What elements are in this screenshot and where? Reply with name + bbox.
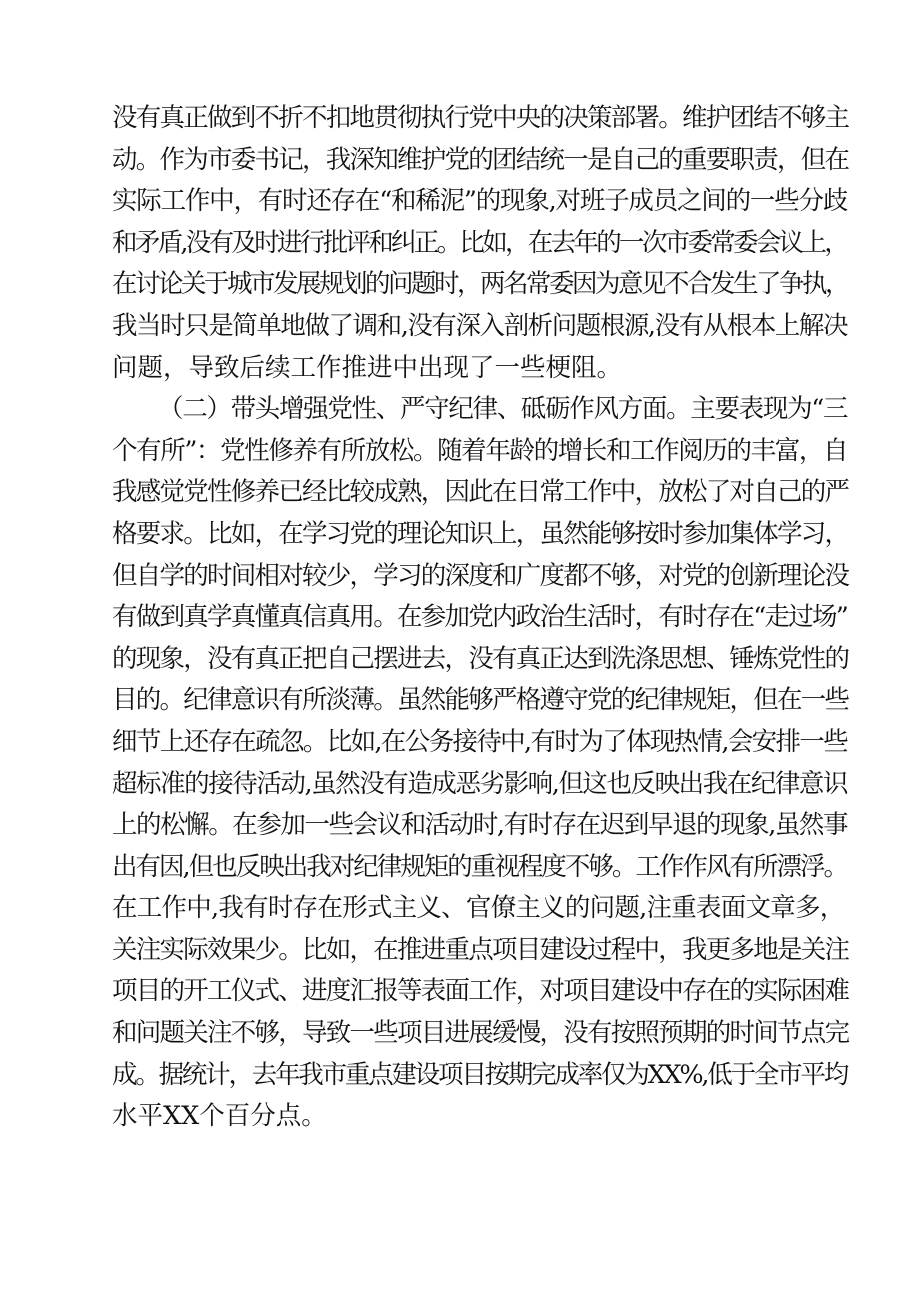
text-line: 有做到真学真懂真信真用。在参加党内政治生活时，有时存在“走过场” bbox=[112, 602, 848, 633]
text-line: 和问题关注不够，导致一些项目进展缓慢，没有按照预期的时间节点完 bbox=[112, 1018, 849, 1049]
text-line: 格要求。比如，在学习党的理论知识上，虽然能够按时参加集体学习， bbox=[112, 518, 849, 549]
text-line: 出有因,但也反映出我对纪律规矩的重视程度不够。工作作风有所漂浮。 bbox=[112, 851, 847, 882]
text-line: 细节上还存在疏忽。比如,在公务接待中,有时为了体现热情,会安排一些 bbox=[112, 726, 847, 757]
text-line: 关注实际效果少。比如，在推进重点项目建设过程中，我更多地是关注 bbox=[112, 934, 849, 965]
text-line: 超标准的接待活动,虽然没有造成恶劣影响,但这也反映出我在纪律意识 bbox=[112, 768, 847, 799]
text-line: 实际工作中，有时还存在“和稀泥”的现象,对班子成员之间的一些分歧 bbox=[112, 186, 847, 217]
text-line: 个有所”：党性修养有所放松。随着年龄的增长和工作阅历的丰富，自 bbox=[112, 435, 847, 466]
text-line: 我当时只是简单地做了调和,没有深入剖析问题根源,没有从根本上解决 bbox=[112, 310, 847, 341]
text-line: 的现象，没有真正把自己摆进去，没有真正达到洗涤思想、锤炼党性的 bbox=[112, 643, 849, 674]
text-line: 在讨论关于城市发展规划的问题时，两名常委因为意见不合发生了争执， bbox=[112, 269, 849, 300]
text-line: 成。据统计，去年我市重点建设项目按期完成率仅为XX%,低于全市平均 bbox=[112, 1059, 847, 1090]
text-line: 问题，导致后续工作推进中出现了一些梗阻。 bbox=[112, 352, 623, 383]
text-line: 在工作中,我有时存在形式主义、官僚主义的问题,注重表面文章多， bbox=[112, 893, 845, 924]
body-text bbox=[112, 98, 847, 1138]
text-line: 上的松懈。在参加一些会议和活动时,有时存在迟到早退的现象,虽然事 bbox=[112, 810, 847, 841]
text-line: 我感觉党性修养已经比较成熟，因此在日常工作中，放松了对自己的严 bbox=[112, 477, 849, 508]
text-line: 和矛盾,没有及时进行批评和纠正。比如，在去年的一次市委常委会议上， bbox=[112, 227, 847, 258]
text-line: 目的。纪律意识有所淡薄。虽然能够严格遵守党的纪律规矩，但在一些 bbox=[112, 685, 849, 716]
text-line: 没有真正做到不折不扣地贯彻执行党中央的决策部署。维护团结不够主 bbox=[112, 103, 849, 133]
text-line: 动。作为市委书记，我深知维护党的团结统一是自己的重要职责，但在 bbox=[112, 144, 849, 175]
section-heading-line: （二）带头增强党性、严守纪律、砥砺作风方面。主要表现为“三 bbox=[158, 394, 847, 425]
text-line: 项目的开工仪式、进度汇报等表面工作，对项目建设中存在的实际困难 bbox=[112, 976, 849, 1007]
text-line: 水平XX个百分点。 bbox=[112, 1101, 327, 1132]
text-line: 但自学的时间相对较少，学习的深度和广度都不够，对党的创新理论没 bbox=[112, 560, 849, 591]
